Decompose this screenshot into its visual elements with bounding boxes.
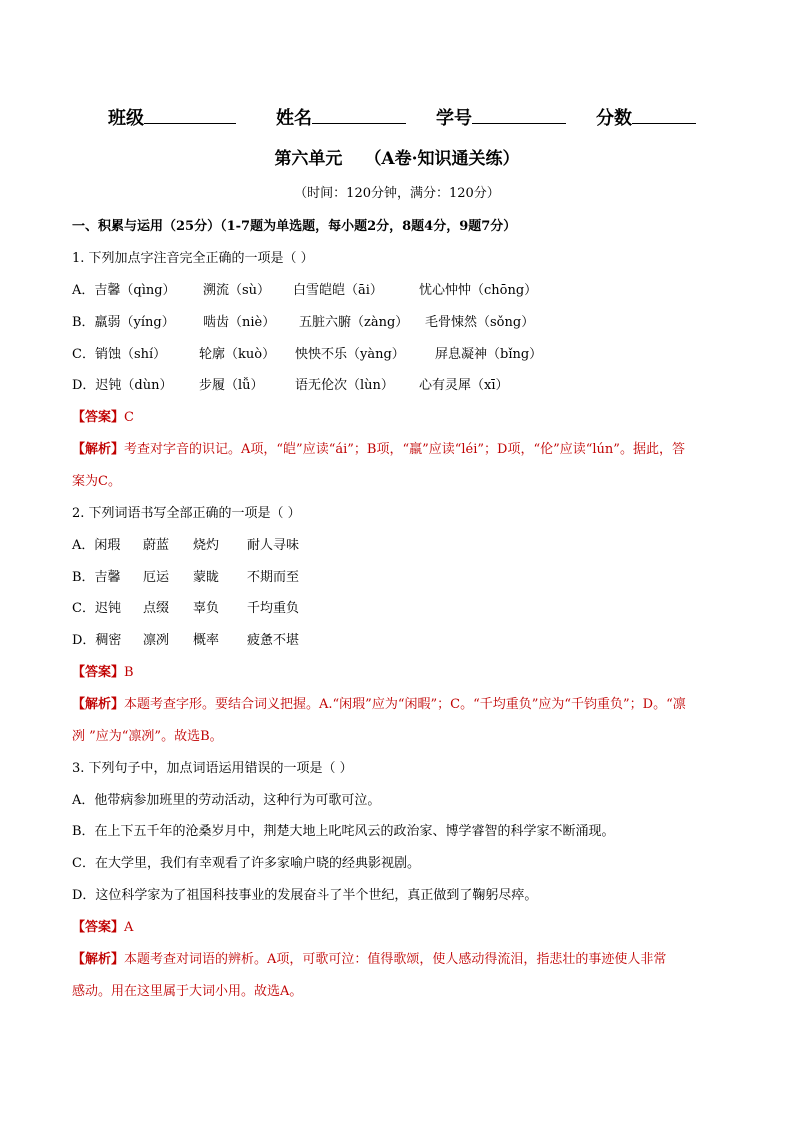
q1-option-b-4: 毛骨悚然（sǒng） bbox=[425, 315, 535, 330]
class-field bbox=[108, 103, 236, 133]
q1-option-a-2: 溯流（sù） bbox=[203, 283, 271, 298]
q1-option-a-1: A．吉馨（qìng） bbox=[72, 283, 176, 298]
name-field bbox=[276, 103, 406, 133]
q1-option-d-3: 语无伦次（lùn） bbox=[295, 378, 394, 393]
q1-option-d-1: D．迟钝（dùn） bbox=[72, 378, 173, 393]
student-id-field bbox=[436, 103, 566, 133]
q2-option-a-2: 蔚蓝 bbox=[143, 538, 170, 553]
q2-stem: 2. 下列词语书写全部正确的一项是（ ） bbox=[72, 506, 301, 521]
answer-value: C bbox=[124, 410, 134, 425]
q3-stem: 3. 下列句子中，加点词语运用错误的一项是（ ） bbox=[72, 761, 353, 776]
q1-option-b-3: 五脏六腑（zàng） bbox=[299, 315, 409, 330]
q2-option-b-1: B．吉馨 bbox=[72, 570, 121, 585]
section-heading: 一、积累与运用（25分）（1-7题为单选题，每小题2分，8题4分，9题7分） bbox=[72, 219, 517, 234]
header-fields bbox=[0, 103, 794, 131]
q2-option-b-3: 蒙眬 bbox=[193, 570, 220, 585]
score-label: 分数 bbox=[596, 108, 632, 129]
q1-option-b-1: B．羸弱（yíng） bbox=[72, 315, 175, 330]
q1-option-c-1: C．销蚀（shí） bbox=[72, 347, 167, 362]
name-blank[interactable] bbox=[312, 103, 406, 124]
q2-option-d-1: D．稠密 bbox=[72, 633, 122, 648]
answer-tag: 【答案】 bbox=[72, 410, 125, 425]
score-blank[interactable] bbox=[632, 103, 696, 124]
q2-option-d-4: 疲惫不堪 bbox=[247, 633, 300, 648]
q2-option-c-2: 点缀 bbox=[143, 601, 170, 616]
answer-value: A bbox=[124, 920, 134, 935]
q1-option-c-3: 怏怏不乐（yàng） bbox=[295, 347, 405, 362]
q1-answer bbox=[72, 408, 732, 428]
q3-explanation bbox=[72, 950, 732, 970]
answer-tag: 【答案】 bbox=[72, 920, 125, 935]
explanation-text: 本题考查字形。要结合词义把握。A.“闲瑕”应为“闲暇”；C。“千均重负”应为“千钧重负”；D。“凛 bbox=[124, 697, 686, 712]
q2-option-d-3: 概率 bbox=[193, 633, 220, 648]
student-id-blank[interactable] bbox=[472, 103, 566, 124]
q2-option-d-2: 凛冽 bbox=[143, 633, 170, 648]
q3-option-c: C．在大学里，我们有幸观看了许多家喻户晓的经典影视剧。 bbox=[72, 856, 420, 871]
q1-option-a-4: 忧心忡忡（chōng） bbox=[419, 283, 538, 298]
explanation-tag: 【解析】 bbox=[72, 952, 125, 967]
q1-explanation-cont bbox=[72, 472, 732, 492]
q3-option-b: B．在上下五千年的沧桑岁月中，荆楚大地上叱咤风云的政治家、博学睿智的科学家不断涌现。 bbox=[72, 824, 615, 839]
explanation-tag: 【解析】 bbox=[72, 697, 125, 712]
q2-option-c-1: C．迟钝 bbox=[72, 601, 121, 616]
q1-option-b-2: 啮齿（niè） bbox=[203, 315, 276, 330]
explanation-text: 感动。用在这里属于大词小用。故选A。 bbox=[72, 984, 303, 999]
explanation-tag: 【解析】 bbox=[72, 442, 125, 457]
student-id-label: 学号 bbox=[436, 108, 472, 129]
q1-explanation bbox=[72, 440, 732, 460]
explanation-text: 本题考查对词语的辨析。A项，可歌可泣：值得歌颂，使人感动得流泪，指悲壮的事迹使人非常 bbox=[124, 952, 667, 967]
q3-option-a: A．他带病参加班里的劳动活动，这种行为可歌可泣。 bbox=[72, 793, 381, 808]
explanation-text: 冽 ”应为“凛冽”。故选B。 bbox=[72, 729, 223, 744]
answer-value: B bbox=[124, 665, 134, 680]
q2-answer bbox=[72, 663, 732, 683]
q2-option-a-4: 耐人寻味 bbox=[247, 538, 300, 553]
q1-option-a-3: 白雪皑皑（āi） bbox=[293, 283, 383, 298]
class-blank[interactable] bbox=[144, 103, 236, 124]
q2-option-b-2: 厄运 bbox=[143, 570, 170, 585]
q2-option-a-3: 烧灼 bbox=[193, 538, 220, 553]
explanation-text: 案为C。 bbox=[72, 474, 121, 489]
q2-option-b-4: 不期而至 bbox=[247, 570, 300, 585]
q2-option-a-1: A．闲瑕 bbox=[72, 538, 121, 553]
answer-tag: 【答案】 bbox=[72, 665, 125, 680]
q1-option-d-4: 心有灵犀（xī） bbox=[419, 378, 509, 393]
q2-option-c-4: 千均重负 bbox=[247, 601, 300, 616]
q2-explanation-cont bbox=[72, 727, 732, 747]
explanation-text: 考查对字音的识记。A项，“皑”应读“ái”；B项，“羸”应读“léi”；D项，“伦”应读“lún”。据此，答 bbox=[124, 442, 685, 457]
page-title bbox=[0, 147, 794, 171]
q1-stem: 1. 下列加点字注音完全正确的一项是（ ） bbox=[72, 251, 314, 266]
q1-option-d-2: 步履（lǚ） bbox=[199, 378, 264, 393]
q3-explanation-cont bbox=[72, 982, 732, 1002]
unit-title: 第六单元 bbox=[274, 149, 343, 169]
q3-option-d: D．这位科学家为了祖国科技事业的发展奋斗了半个世纪，真正做到了鞠躬尽瘁。 bbox=[72, 888, 538, 903]
q2-option-c-3: 辜负 bbox=[193, 601, 220, 616]
paper-subtitle: （A卷·知识通关练） bbox=[364, 149, 520, 169]
q2-explanation bbox=[72, 695, 732, 715]
q1-option-c-4: 屏息凝神（bǐng） bbox=[435, 347, 543, 362]
score-field bbox=[596, 103, 696, 133]
name-label: 姓名 bbox=[276, 108, 312, 129]
class-label: 班级 bbox=[108, 108, 144, 129]
q3-answer bbox=[72, 918, 732, 938]
q1-option-c-2: 轮廓（kuò） bbox=[199, 347, 276, 362]
time-score-info: （时间：120分钟，满分：120分） bbox=[294, 186, 500, 201]
